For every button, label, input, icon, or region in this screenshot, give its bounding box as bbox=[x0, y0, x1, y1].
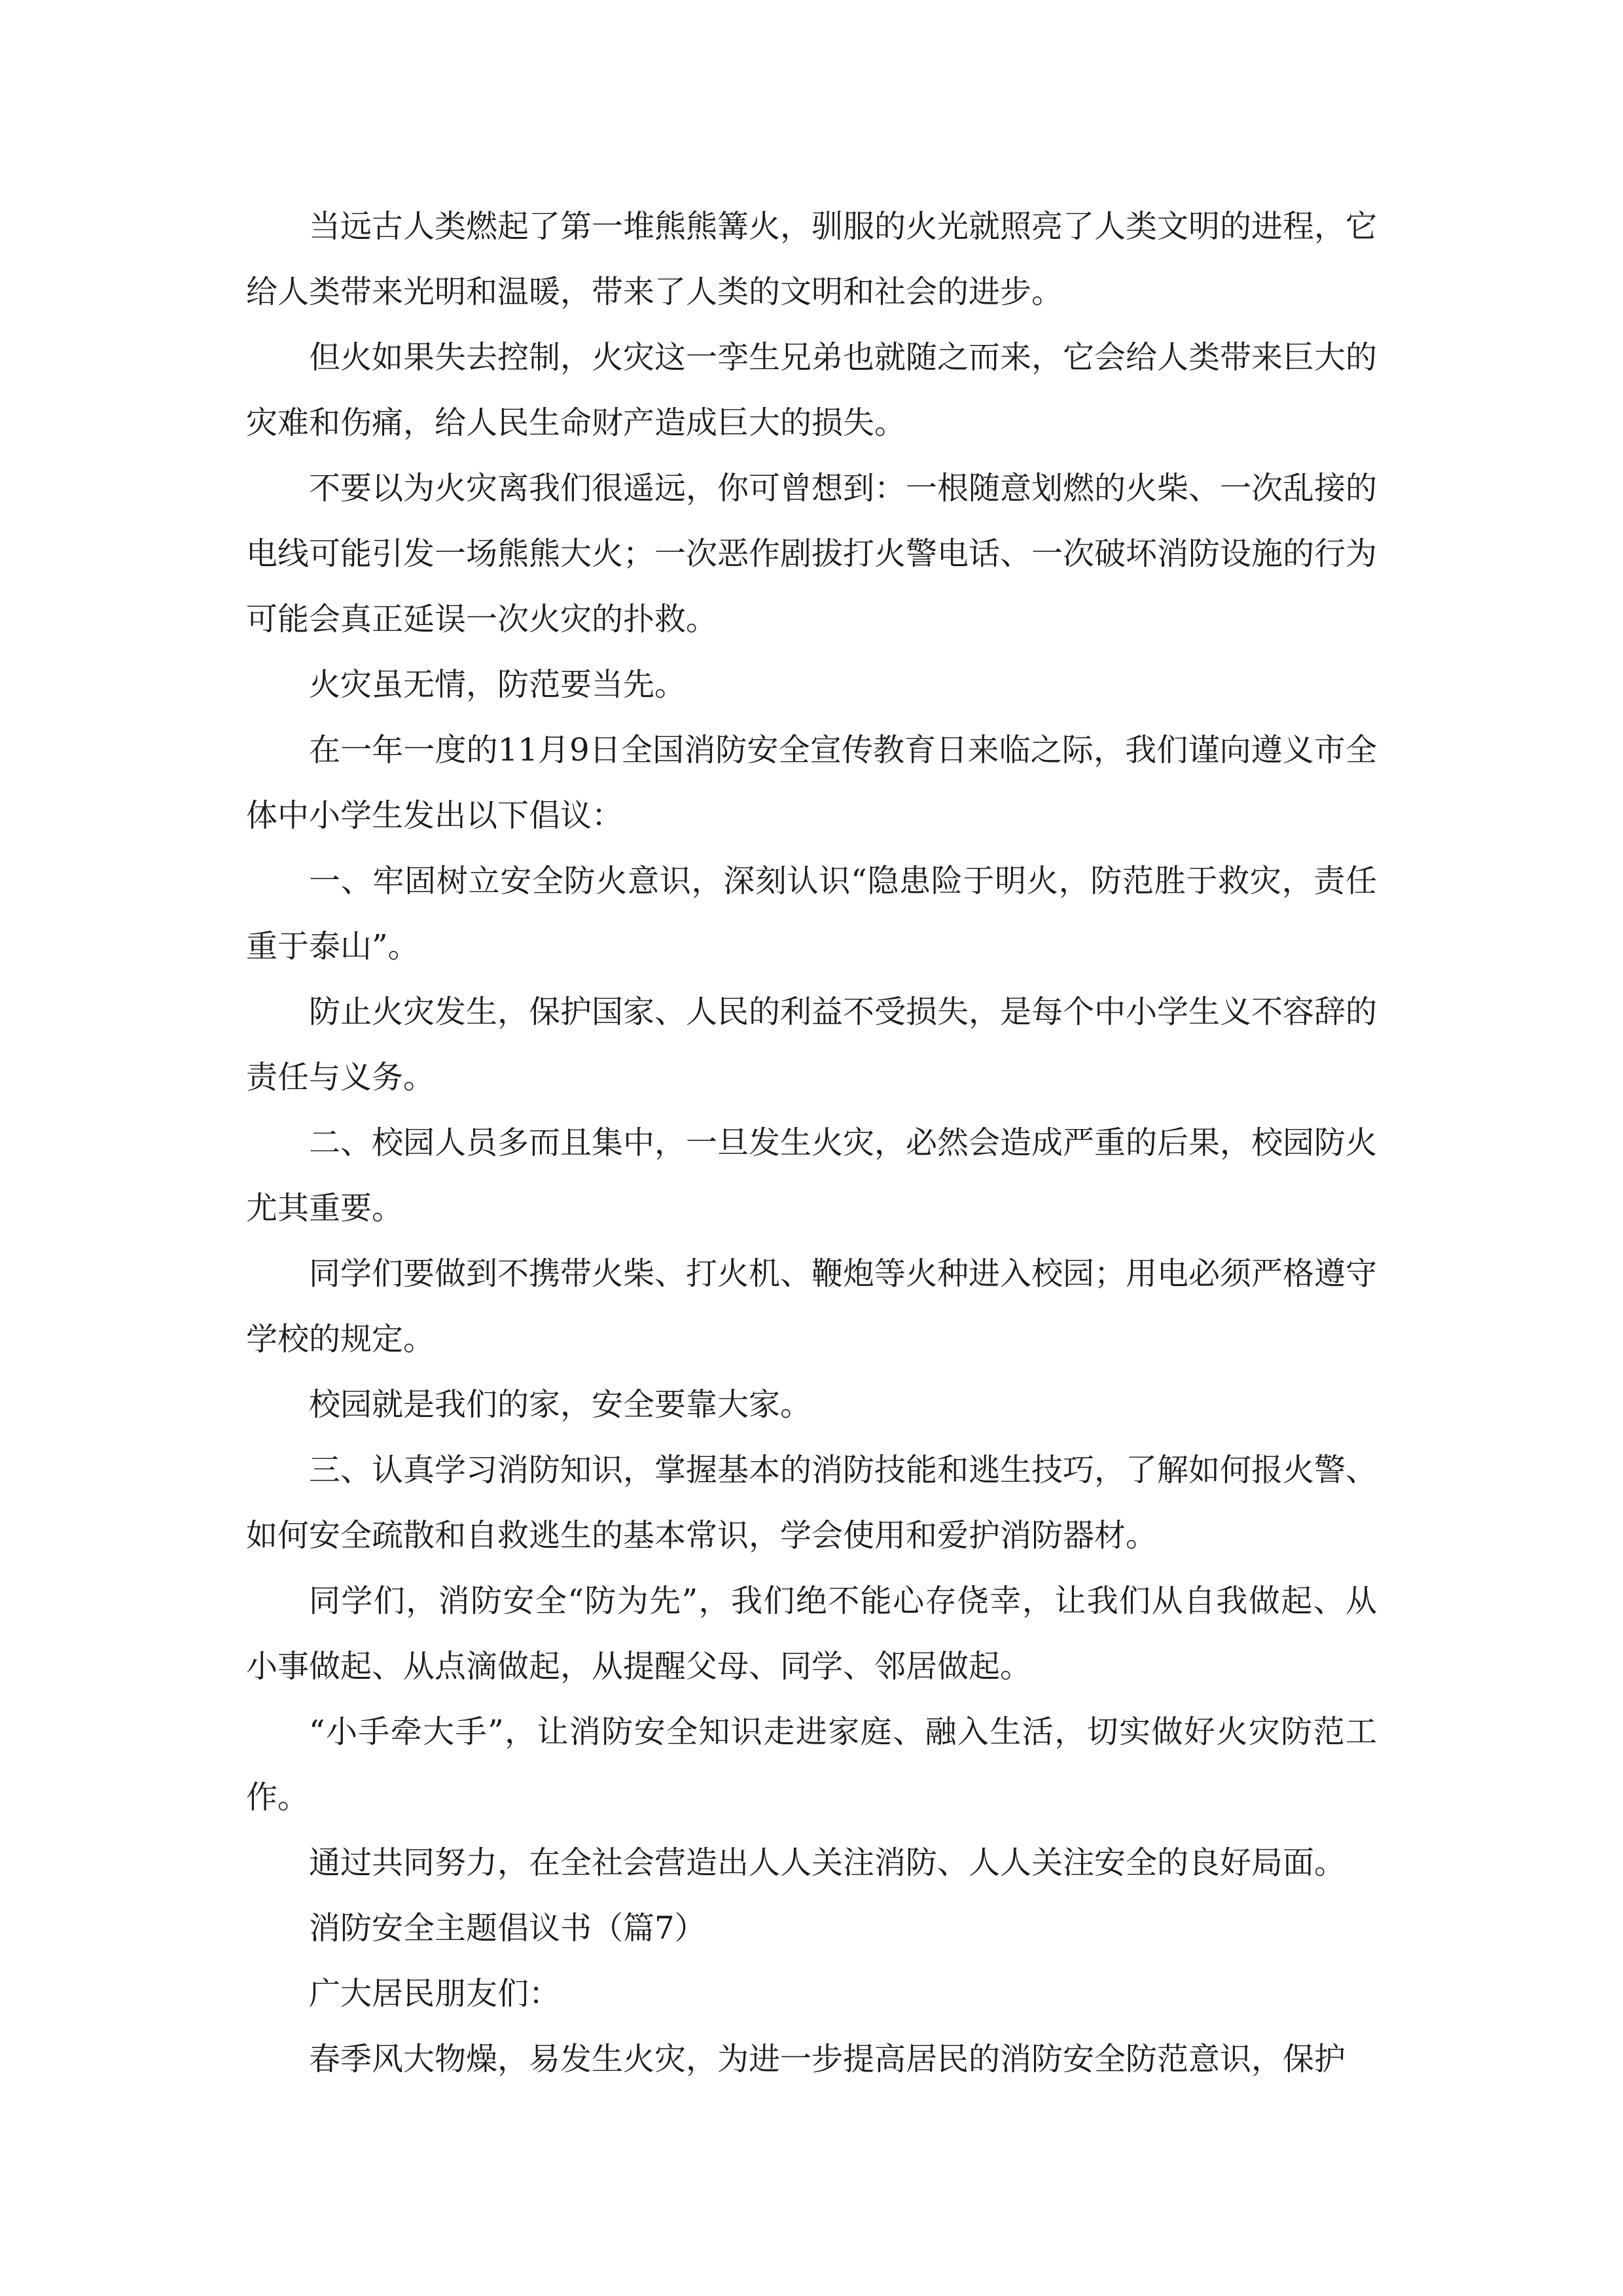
paragraph-9: 同学们要做到不携带火柴、打火机、鞭炮等火种进入校园；用电必须严格遵守学校的规定。 bbox=[246, 1255, 1378, 1357]
paragraph-3: 不要以为火灾离我们很遥远，你可曾想到：一根随意划燃的火柴、一次乱接的电线可能引发一场熊熊大火；一次恶作剧拔打火警电话、一次破坏消防设施的行为可能会真正延误一次火灾的扑救。 bbox=[246, 470, 1378, 637]
paragraph-4: 火灾虽无情，防范要当先。 bbox=[309, 666, 687, 703]
paragraph-11: 三、认真学习消防知识，掌握基本的消防技能和逃生技巧，了解如何报火警、如何安全疏散和自救逃生的基本常识，学会使用和爱护消防器材。 bbox=[246, 1452, 1378, 1554]
paragraph-5: 在一年一度的11月9日全国消防安全宣传教育日来临之际，我们谨向遵义市全体中小学生发出以下倡议： bbox=[246, 732, 1377, 834]
paragraph-13: “小手牵大手”，让消防安全知识走进家庭、融入生活，切实做好火灾防范工作。 bbox=[246, 1713, 1377, 1816]
paragraph-17: 春季风大物燥，易发生火灾，为进一步提高居民的消防安全防范意识，保护 bbox=[309, 2041, 1346, 2077]
paragraph-12: 同学们，消防安全“防为先”，我们绝不能心存侥幸，让我们从自我做起、从小事做起、从点滴做起，从提醒父母、同学、邻居做起。 bbox=[246, 1583, 1377, 1685]
paragraph-6: 一、牢固树立安全防火意识，深刻认识“隐患险于明火，防范胜于救灾，责任重于泰山”。 bbox=[246, 863, 1377, 965]
salutation: 广大居民朋友们： bbox=[309, 1975, 561, 2012]
paragraph-14: 通过共同努力，在全社会营造出人人关注消防、人人关注安全的良好局面。 bbox=[309, 1844, 1346, 1881]
paragraph-2: 但火如果失去控制，火灾这一孪生兄弟也就随之而来，它会给人类带来巨大的灾难和伤痛，给人民生命财产造成巨大的损失。 bbox=[246, 339, 1378, 441]
paragraph-1: 当远古人类燃起了第一堆熊熊篝火，驯服的火光就照亮了人类文明的进程，它给人类带来光明和温暖，带来了人类的文明和社会的进步。 bbox=[246, 208, 1378, 310]
paragraph-7: 防止火灾发生，保护国家、人民的利益不受损失，是每个中小学生义不容辞的责任与义务。 bbox=[246, 994, 1378, 1096]
paragraph-10: 校园就是我们的家，安全要靠大家。 bbox=[309, 1386, 812, 1423]
paragraph-8: 二、校园人员多而且集中，一旦发生火灾，必然会造成严重的后果，校园防火尤其重要。 bbox=[246, 1124, 1378, 1227]
document-body bbox=[246, 194, 1377, 2092]
section-heading: 消防安全主题倡议书（篇7） bbox=[309, 1910, 706, 1946]
